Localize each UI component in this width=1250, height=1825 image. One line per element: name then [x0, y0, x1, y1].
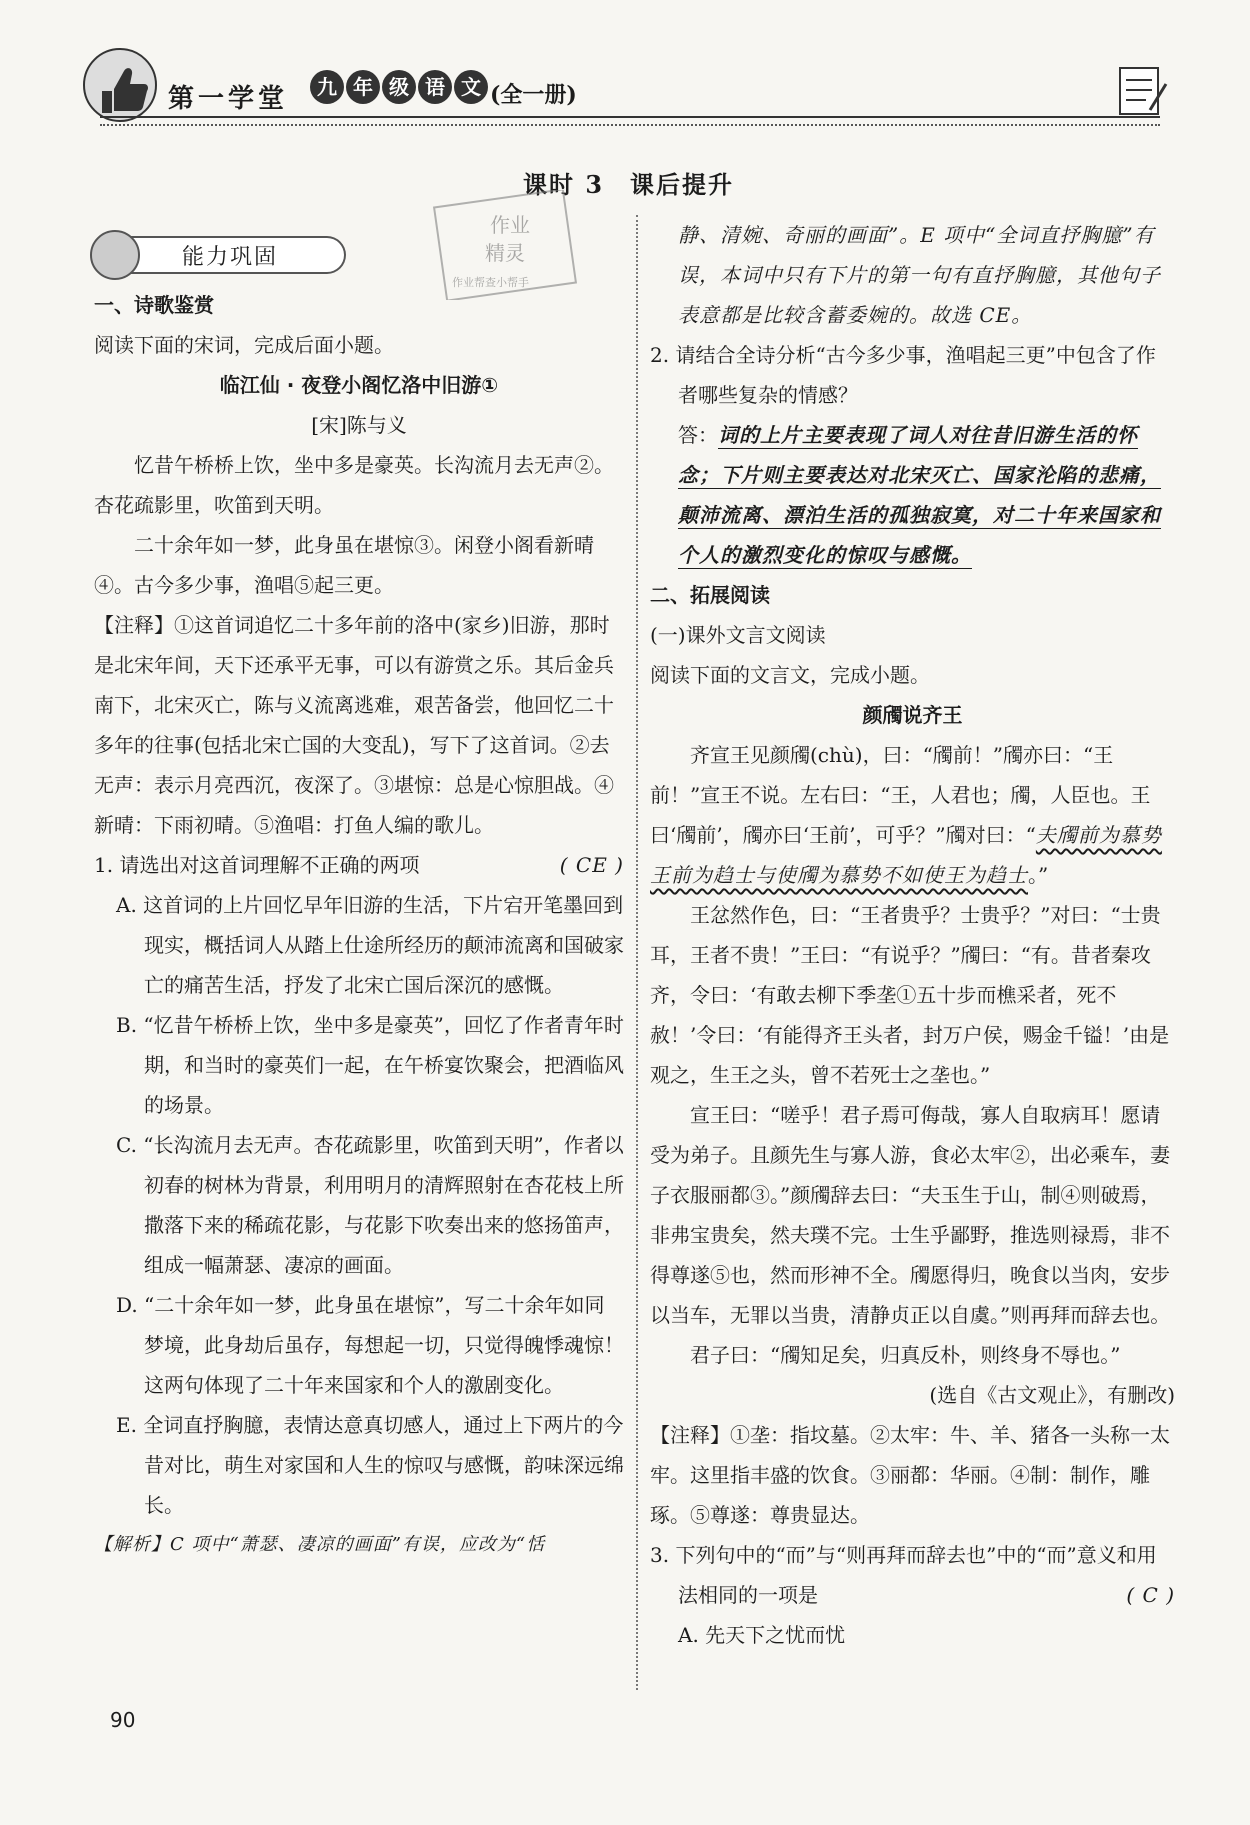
section-heading: 一、诗歌鉴赏	[94, 293, 214, 317]
answer-2	[650, 415, 1175, 575]
passage-text: 。”	[1028, 863, 1049, 887]
page-number: 90	[110, 1708, 136, 1732]
poem-title: 临江仙 · 夜登小阁忆洛中旧游①	[219, 373, 499, 397]
wavy-underlined-sentence: 夫斶前为慕势王前为趋士与使斶为慕势不如使王为趋士	[650, 823, 1162, 887]
passage-notes: 【注释】①垄：指坟墓。②太牢：牛、羊、猪各一头称一太牢。这里指丰盛的饮食。③丽都：华丽。④制：制作，雕琢。⑤尊遂：尊贵显达。	[650, 1423, 1170, 1527]
section-badge	[90, 230, 348, 280]
answer-blank: ( CE )	[559, 853, 624, 877]
right-column	[650, 215, 1175, 1655]
passage-paragraph: 君子曰：“斶知足矣，归真反朴，则终身不辱也。”	[690, 1343, 1121, 1367]
volume-label: (全一册)	[490, 82, 577, 108]
grade-subject	[310, 70, 488, 104]
poem-stanza: 二十余年如一梦，此身虽在堪惊③。闲登小阁看新晴④。古今多少事，渔唱⑤起三更。	[94, 533, 594, 597]
poem-notes: 【注释】①这首词追忆二十多年前的洛中(家乡)旧游，那时是北宋年间，天下还承平无事，可以有游赏之乐。其后金兵南下，北宋灭亡，陈与义流离逃难，艰苦备尝，他回忆二十多年的往事(包括北宋亡国的大变乱)，写下了这首词。②去无声：表示月亮西沉，夜深了。③堪惊：总是心惊胆战。④新晴：下雨初晴。⑤渔唱：打鱼人编的歌儿。	[94, 613, 614, 837]
lesson-title: 课时 3 课后提升	[523, 170, 735, 199]
passage-paragraph: 王忿然作色，曰：“王者贵乎？士贵乎？”对曰：“士贵耳，王者不贵！”王曰：“有说乎？”斶曰：“有。昔者秦攻齐，令曰：‘有敢去柳下季垄①五十步而樵采者，死不赦！’令曰：‘有能得齐王头者，封万户侯，赐金千镒！’由是观之，生王之头，曾不若死士之垄也。”	[650, 903, 1170, 1087]
option-a: A. 先天下之忧而忧	[678, 1623, 846, 1647]
brand-title: 第一学堂	[168, 84, 289, 114]
option-a: A. 这首词的上片回忆早年旧游的生活，下片宕开笔墨回到现实，概括词人从踏上仕途所经历的颠沛流离和国破家亡的痛苦生活，抒发了北宋亡国后深沉的感慨。	[116, 893, 624, 997]
passage-text: 齐宣王见颜斶(chù)，曰：“斶前！”斶亦曰：“王前！”宣王不说。左右曰：“王，人君也；斶，人臣也。王曰‘斶前’，斶亦曰‘王前’，可乎？”斶对曰：“	[650, 743, 1151, 847]
stamp-text-1: 作业	[490, 213, 530, 237]
header-rule	[100, 116, 1160, 126]
section-heading: 二、拓展阅读	[650, 583, 770, 607]
passage-paragraph	[650, 735, 1175, 895]
grade-char: 文	[454, 70, 488, 104]
subsection-heading: (一)课外文言文阅读	[650, 623, 826, 647]
badge-label: 能力巩固	[182, 245, 279, 270]
question-1	[94, 845, 624, 885]
grade-char: 语	[418, 70, 452, 104]
poem-author: [宋]陈与义	[311, 413, 407, 437]
instruction: 阅读下面的宋词，完成后面小题。	[94, 333, 394, 357]
stamp-text-3: 作业帮查小帮手	[452, 276, 529, 289]
option-b: B. “忆昔午桥桥上饮，坐中多是豪英”，回忆了作者青年时期，和当时的豪英们一起，在午桥宴饮聚会，把酒临风的场景。	[116, 1013, 624, 1117]
option-c: C. “长沟流月去无声。杏花疏影里，吹笛到天明”，作者以初春的树林为背景，利用明月的清辉照射在杏花枝上所撒落下来的稀疏花影，与花影下吹奏出来的悠扬笛声，组成一幅萧瑟、凄凉的画面。	[116, 1133, 624, 1277]
grade-char: 年	[346, 70, 380, 104]
passage-title: 颜斶说齐王	[862, 703, 963, 727]
thumbs-up-icon	[80, 45, 160, 125]
option-e: E. 全词直抒胸臆，表情达意真切感人，通过上下两片的今昔对比，萌生对家国和人生的惊叹与感慨，韵味深远绵长。	[116, 1413, 624, 1517]
answer-blank: ( C )	[1126, 1583, 1175, 1607]
answer-text: 词的上片主要表现了词人对往昔旧游生活的怀念；下片则主要表达对北宋灭亡、国家沦陷的悲痛，颠沛流离、漂泊生活的孤独寂寞，对二十年来国家和个人的激烈变化的惊叹与感慨。	[678, 423, 1161, 567]
analysis: 【解析】C 项中“萧瑟、凄凉的画面”有误，应改为“恬	[94, 1534, 546, 1555]
column-divider	[636, 215, 638, 1690]
answer-prefix: 答：	[678, 423, 718, 447]
notepad-icon	[1110, 60, 1170, 120]
passage-source: (选自《古文观止》，有删改)	[929, 1383, 1175, 1407]
passage-paragraph: 宣王曰：“嗟乎！君子焉可侮哉，寡人自取病耳！愿请受为弟子。且颜先生与寡人游，食必太牢②，出必乘车，妻子衣服丽都③。”颜斶辞去曰：“夫玉生于山，制④则破焉，非弗宝贵矣，然夫璞不完。士生乎鄙野，推选则禄焉，非不得尊遂⑤也，然而形神不全。斶愿得归，晚食以当肉，安步以当车，无罪以当贵，清静贞正以自虞。”则再拜而辞去也。	[650, 1103, 1171, 1327]
grade-char: 级	[382, 70, 416, 104]
question-3	[650, 1535, 1175, 1615]
question-text: 3. 下列句中的“而”与“则再拜而辞去也”中的“而”意义和用法相同的一项是	[650, 1543, 1157, 1607]
analysis-continued: 静、清婉、奇丽的画面”。E 项中“全词直抒胸臆”有误，本词中只有下片的第一句有直抒胸臆，其他句子表意都是比较含蓄委婉的。故选 CE。	[678, 223, 1161, 327]
grade-char: 九	[310, 70, 344, 104]
left-column	[94, 285, 624, 1565]
stamp-text-2: 精灵	[485, 241, 525, 265]
poem-stanza: 忆昔午桥桥上饮，坐中多是豪英。长沟流月去无声②。杏花疏影里，吹笛到天明。	[94, 453, 614, 517]
instruction: 阅读下面的文言文，完成小题。	[650, 663, 930, 687]
thumbs-up-icon	[90, 230, 140, 280]
option-d: D. “二十余年如一梦，此身虽在堪惊”，写二十余年如同梦境，此身劫后虽存，每想起一切，只觉得魄悸魂惊！这两句体现了二十年来国家和个人的激剧变化。	[116, 1293, 624, 1397]
homework-stamp	[430, 190, 580, 300]
question-2: 2. 请结合全诗分析“古今多少事，渔唱起三更”中包含了作者哪些复杂的情感？	[650, 343, 1156, 407]
page-header	[80, 40, 1180, 130]
question-text: 1. 请选出对这首词理解不正确的两项	[94, 853, 420, 877]
